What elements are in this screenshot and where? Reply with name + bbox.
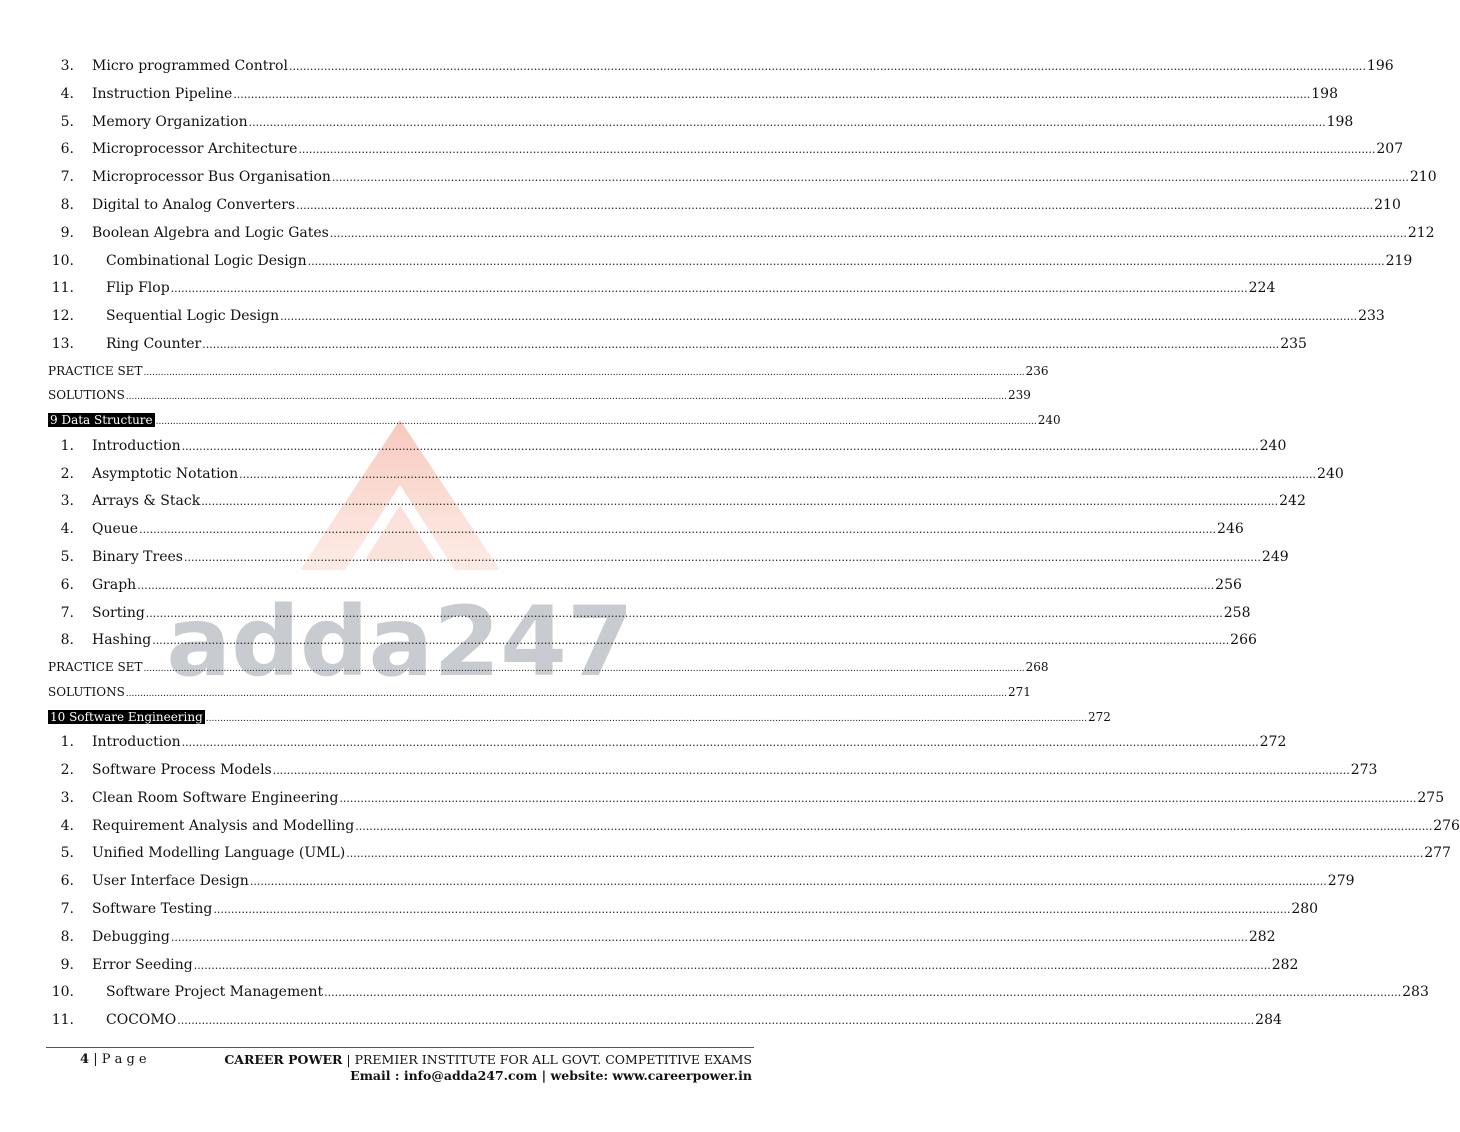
toc-entry-title: Software Process Models: [92, 762, 272, 779]
toc-solutions[interactable]: SOLUTIONS ..... 239: [48, 388, 753, 413]
toc-entry-number: 5.: [60, 845, 74, 862]
footer-page-number: 4 | P a g e: [80, 1052, 147, 1067]
toc-entry-page: 235: [1280, 335, 1307, 352]
toc-entry[interactable]: [48, 817, 1460, 846]
toc-entry-number: 5.: [60, 549, 74, 566]
toc-entry-page: 258: [1223, 604, 1251, 621]
toc-entry-title: Memory Organization: [92, 113, 248, 130]
toc-entry-number: 4.: [60, 85, 74, 102]
toc-entry[interactable]: [48, 604, 1251, 633]
toc-entry-number: 2.: [60, 465, 74, 482]
toc-chapter-heading[interactable]: 10 Software Engineering ..... 272: [48, 710, 753, 735]
toc-entry-number: 8.: [60, 928, 74, 945]
toc-entry-page: 276: [1433, 817, 1460, 834]
toc-entry[interactable]: [48, 58, 1394, 86]
toc-entry-page: 210: [1409, 169, 1437, 186]
toc-entry[interactable]: [48, 956, 1299, 985]
toc-entry-page: 246: [1217, 521, 1244, 538]
toc-entry-number: 4.: [60, 521, 74, 538]
toc-leader-dots: [171, 282, 1248, 295]
toc-entry-page: 273: [1350, 762, 1378, 779]
toc-entry-title: Requirement Analysis and Modelling: [92, 817, 355, 834]
toc-leader-dots: [182, 736, 1259, 749]
watermark-text: adda247: [166, 586, 634, 698]
toc-practice-set[interactable]: PRACTICE SET ..... 268: [48, 660, 753, 685]
toc-entry-number: 4.: [60, 817, 74, 834]
toc-leader-dots: [139, 523, 1216, 536]
toc-entry-title: Graph: [92, 576, 137, 593]
toc-entry-number: 13.: [51, 335, 74, 352]
toc-leader-dots: [239, 468, 1316, 481]
toc-practice-set[interactable]: PRACTICE SET ..... 236: [48, 364, 753, 389]
toc-entry-page: 242: [1279, 493, 1306, 510]
toc-entry-page: 279: [1327, 873, 1355, 890]
toc-entry-title: Micro programmed Control: [92, 58, 288, 74]
toc-leader-dots: [201, 495, 1278, 508]
toc-leader-dots: [146, 607, 1223, 620]
toc-entry[interactable]: [48, 169, 1437, 197]
toc-entry-number: 9.: [60, 956, 74, 973]
footer-divider: [46, 1047, 754, 1048]
toc-entry[interactable]: [48, 984, 1429, 1012]
table-of-contents: [48, 58, 1460, 1040]
toc-entry-title: Digital to Analog Converters: [92, 196, 296, 213]
toc-entry-page: 266: [1230, 632, 1257, 649]
toc-entry[interactable]: [48, 928, 1276, 957]
toc-leader-dots: [324, 986, 1401, 999]
chapter-title: 10 Software Engineering: [50, 709, 203, 724]
toc-entry-title: Microprocessor Bus Organisation: [92, 169, 331, 186]
toc-leader-dots: [308, 255, 1385, 268]
toc-entry-number: 1.: [60, 437, 74, 454]
toc-entry-page: 196: [1366, 58, 1394, 74]
toc-entry-title: Software Testing: [92, 901, 213, 918]
toc-entry-page: 240: [1317, 465, 1344, 482]
toc-entry-number: 6.: [60, 873, 74, 890]
toc-entry-title: Introduction: [92, 437, 181, 454]
toc-entry[interactable]: [48, 437, 1287, 466]
toc-entry-number: 10.: [51, 252, 74, 269]
toc-entry-page: 249: [1261, 549, 1289, 566]
toc-entry-number: 3.: [60, 789, 74, 806]
toc-entry-page: 219: [1385, 252, 1413, 269]
toc-entry-title: Combinational Logic Design: [106, 252, 307, 269]
toc-entry-number: 3.: [60, 493, 74, 510]
toc-entry[interactable]: [48, 873, 1355, 901]
toc-entry-number: 11.: [51, 280, 74, 297]
toc-entry-title: Sequential Logic Design: [106, 308, 280, 325]
toc-entry[interactable]: [48, 845, 1451, 873]
toc-leader-dots: [233, 88, 1310, 101]
toc-entry-title: Arrays & Stack: [92, 493, 201, 510]
toc-leader-dots: [137, 579, 1214, 592]
footer-brand: CAREER POWER: [224, 1052, 343, 1067]
toc-entry[interactable]: [48, 734, 1287, 762]
toc-entry-page: 280: [1291, 901, 1319, 918]
toc-entry[interactable]: [48, 493, 1306, 521]
toc-leader-dots: [177, 1014, 1254, 1027]
toc-entry-page: 233: [1358, 308, 1385, 325]
toc-entry[interactable]: [48, 901, 1319, 929]
toc-entry-page: 284: [1255, 1012, 1282, 1029]
toc-entry[interactable]: [48, 252, 1413, 281]
toc-entry-title: Introduction: [92, 734, 181, 751]
toc-entry-title: Unified Modelling Language (UML): [92, 845, 346, 862]
toc-leader-dots: [339, 792, 1416, 805]
toc-entry[interactable]: [48, 113, 1354, 142]
toc-entry-title: Queue: [92, 521, 139, 538]
toc-entry-page: 275: [1417, 789, 1445, 806]
toc-entry-title: Microprocessor Architecture: [92, 141, 298, 158]
toc-leader-dots: [289, 60, 1366, 73]
toc-entry-title: Error Seeding: [92, 956, 193, 973]
toc-entry[interactable]: [48, 576, 1242, 605]
toc-entry[interactable]: [48, 1012, 1282, 1040]
footer-email[interactable]: Email : info@adda247.com: [350, 1068, 538, 1083]
toc-entry-page: 198: [1326, 113, 1354, 130]
toc-entry-page: 240: [1259, 437, 1287, 454]
toc-entry-number: 11.: [51, 1012, 74, 1029]
toc-entry-page: 282: [1248, 928, 1276, 945]
toc-entry[interactable]: [48, 549, 1289, 577]
toc-entry[interactable]: [48, 196, 1401, 225]
toc-leader-dots: [194, 959, 1271, 972]
toc-leader-dots: [250, 875, 1327, 888]
toc-entry-title: User Interface Design: [92, 873, 249, 890]
toc-entry-number: 6.: [60, 141, 74, 158]
toc-leader-dots: [182, 440, 1259, 453]
toc-entry-number: 7.: [60, 169, 74, 186]
toc-entry[interactable]: [48, 280, 1276, 308]
toc-entry[interactable]: [48, 465, 1344, 494]
toc-entry-number: 8.: [60, 632, 74, 649]
toc-entry-page: 282: [1271, 956, 1299, 973]
toc-leader-dots: [296, 199, 1373, 212]
toc-leader-dots: [355, 820, 1432, 833]
toc-leader-dots: [202, 338, 1279, 351]
toc-entry-number: 6.: [60, 576, 74, 593]
toc-entry-title: Hashing: [92, 632, 152, 649]
toc-entry[interactable]: [48, 789, 1445, 818]
toc-entry-title: Sorting: [92, 604, 145, 621]
toc-leader-dots: [346, 847, 1423, 860]
toc-entry-title: Software Project Management: [106, 984, 324, 1001]
toc-entry-title: Ring Counter: [106, 335, 202, 352]
toc-entry-page: 212: [1407, 224, 1435, 241]
toc-entry-page: 207: [1376, 141, 1404, 158]
footer-website[interactable]: website: www.careerpower.in: [550, 1068, 752, 1083]
toc-entry-number: 7.: [60, 604, 74, 621]
toc-leader-dots: [298, 143, 1375, 156]
toc-entry[interactable]: [48, 141, 1404, 169]
toc-entry-page: 210: [1374, 196, 1401, 213]
toc-entry-number: 8.: [60, 196, 74, 213]
footer-info: CAREER POWER | PREMIER INSTITUTE FOR ALL GOVT. COMPETITIVE EXAMS Email : info@adda247.com | website: www.careerpower.in: [224, 1052, 752, 1083]
toc-entry-title: Instruction Pipeline: [92, 85, 233, 102]
toc-entry-title: Flip Flop: [106, 280, 170, 297]
toc-entry-page: 277: [1424, 845, 1451, 862]
toc-entry[interactable]: [48, 224, 1435, 253]
toc-solutions[interactable]: SOLUTIONS ..... 271: [48, 685, 753, 710]
toc-entry-page: 272: [1259, 734, 1287, 751]
toc-entry-number: 10.: [51, 984, 74, 1001]
toc-entry-page: 224: [1248, 280, 1276, 297]
toc-entry-page: 256: [1215, 576, 1242, 593]
toc-leader-dots: [273, 764, 1350, 777]
toc-leader-dots: [330, 227, 1407, 240]
toc-entry[interactable]: [48, 308, 1385, 336]
toc-entry[interactable]: [48, 632, 1257, 660]
toc-leader-dots: [332, 171, 1409, 184]
toc-leader-dots: [213, 903, 1290, 916]
toc-entry-page: 198: [1311, 85, 1338, 102]
toc-entry-title: Asymptotic Notation: [92, 465, 239, 482]
toc-chapter-heading[interactable]: 9 Data Structure ..... 240: [48, 413, 753, 438]
footer-tagline: PREMIER INSTITUTE FOR ALL GOVT. COMPETITIVE EXAMS: [354, 1052, 752, 1067]
toc-entry-page: 283: [1402, 984, 1429, 1001]
toc-leader-dots: [280, 310, 1357, 323]
toc-entry-number: 2.: [60, 762, 74, 779]
toc-entry[interactable]: [48, 85, 1338, 114]
toc-entry-number: 5.: [60, 113, 74, 130]
toc-entry[interactable]: [48, 521, 1244, 549]
toc-entry-number: 9.: [60, 224, 74, 241]
toc-entry-title: Boolean Algebra and Logic Gates: [92, 224, 329, 241]
toc-entry-number: 7.: [60, 901, 74, 918]
toc-leader-dots: [184, 551, 1261, 564]
toc-entry-number: 1.: [60, 734, 74, 751]
toc-entry-title: Debugging: [92, 928, 170, 945]
toc-leader-dots: [249, 116, 1326, 129]
toc-entry-title: Binary Trees: [92, 549, 183, 566]
toc-entry-number: 12.: [51, 308, 74, 325]
toc-leader-dots: [171, 931, 1248, 944]
chapter-title: 9 Data Structure: [50, 413, 153, 428]
toc-entry[interactable]: [48, 762, 1378, 790]
toc-leader-dots: [152, 634, 1229, 647]
toc-entry-title: COCOMO: [106, 1012, 177, 1029]
toc-entry-number: 3.: [60, 58, 74, 74]
toc-entry[interactable]: [48, 335, 1307, 364]
toc-entry-title: Clean Room Software Engineering: [92, 789, 339, 806]
